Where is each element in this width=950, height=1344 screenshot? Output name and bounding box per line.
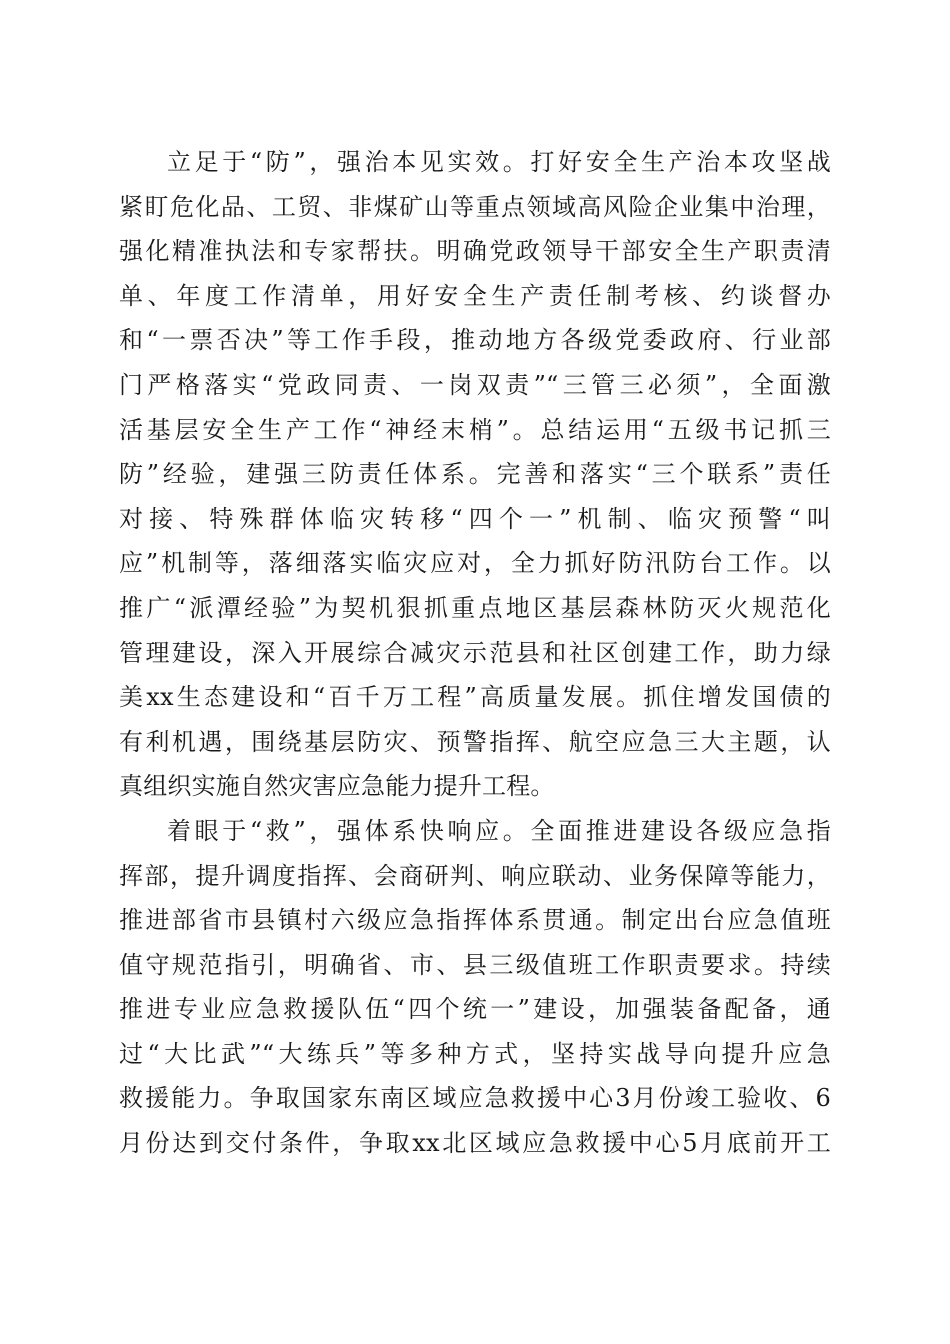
text-line: 紧盯危化品、工贸、非煤矿山等重点领域高风险企业集中治理， bbox=[119, 192, 831, 221]
text-line: 活基层安全生产工作“神经末梢”。总结运用“五级书记抓三 bbox=[119, 415, 831, 444]
text-line: 挥部，提升调度指挥、会商研判、响应联动、业务保障等能力， bbox=[119, 861, 831, 890]
document-body bbox=[119, 140, 831, 1166]
text-line: 强化精准执法和专家帮扶。明确党政领导干部安全生产职责清 bbox=[119, 237, 831, 266]
text-line: 立足于“防”，强治本见实效。打好安全生产治本攻坚战 bbox=[167, 148, 831, 176]
text-line: 有利机遇，围绕基层防灾、预警指挥、航空应急三大主题，认 bbox=[119, 727, 831, 756]
text-line: 推广“派潭经验”为契机狠抓重点地区基层森林防灭火规范化 bbox=[119, 593, 831, 622]
text-line: 防”经验，建强三防责任体系。完善和落实“三个联系”责任 bbox=[119, 460, 831, 489]
text-line: 着眼于“救”，强体系快响应。全面推进建设各级应急指 bbox=[167, 816, 831, 845]
paragraph-rescue bbox=[119, 809, 831, 1166]
text-line: 过“大比武”“大练兵”等多种方式，坚持实战导向提升应急 bbox=[119, 1039, 831, 1068]
text-line: 应”机制等，落细落实临灾应对，全力抓好防汛防台工作。以 bbox=[119, 549, 831, 578]
text-line: 救援能力。争取国家东南区域应急救援中心3月份竣工验收、6 bbox=[119, 1084, 831, 1113]
text-line: 和“一票否决”等工作手段，推动地方各级党委政府、行业部 bbox=[119, 326, 831, 355]
text-line: 真组织实施自然灾害应急能力提升工程。 bbox=[119, 772, 555, 801]
text-line: 管理建设，深入开展综合减灾示范县和社区创建工作，助力绿 bbox=[119, 638, 831, 667]
text-line: 月份达到交付条件，争取xx北区域应急救援中心5月底前开工 bbox=[119, 1129, 831, 1158]
paragraph-prevention bbox=[119, 140, 831, 809]
text-line: 单、年度工作清单，用好安全生产责任制考核、约谈督办 bbox=[119, 281, 831, 310]
text-line: 值守规范指引，明确省、市、县三级值班工作职责要求。持续 bbox=[119, 950, 831, 979]
text-line: 美xx生态建设和“百千万工程”高质量发展。抓住增发国债的 bbox=[119, 683, 831, 712]
text-line: 对接、特殊群体临灾转移“四个一”机制、临灾预警“叫 bbox=[119, 504, 831, 533]
text-line: 推进部省市县镇村六级应急指挥体系贯通。制定出台应急值班 bbox=[119, 906, 831, 935]
text-line: 推进专业应急救援队伍“四个统一”建设，加强装备配备，通 bbox=[119, 995, 831, 1024]
text-line: 门严格落实“党政同责、一岗双责”“三管三必须”，全面激 bbox=[119, 370, 831, 399]
